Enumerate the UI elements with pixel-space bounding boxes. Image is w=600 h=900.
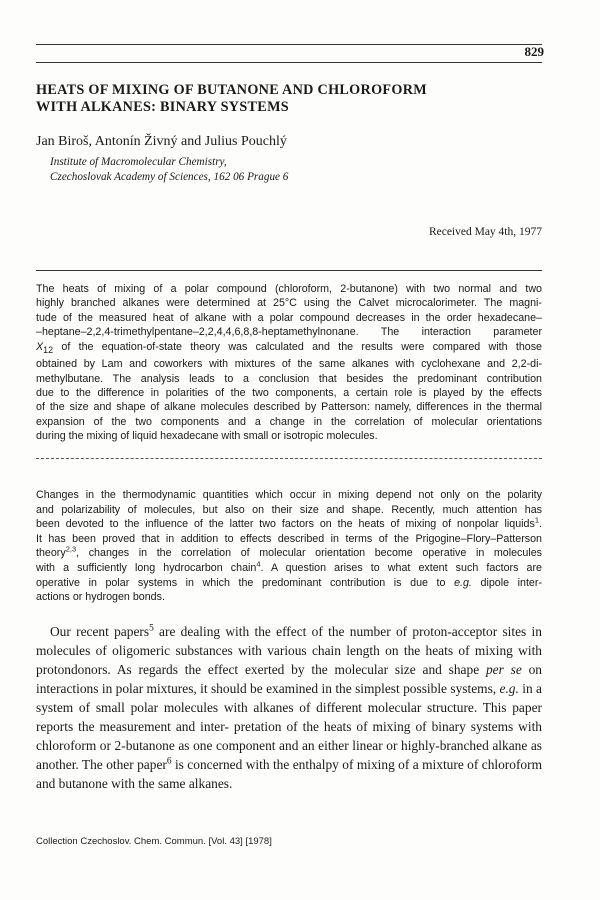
body-text: simplest possible systems, bbox=[355, 681, 500, 696]
body-text: as one component and an either linear or highly-branched alkane as another. The bbox=[36, 738, 542, 772]
abstract-line: of the size and shape of alkane molecules described by Patterson: namely, differences in the thermal bbox=[36, 401, 542, 414]
body-emphasis: e.g. bbox=[499, 681, 519, 696]
abstract-line: –heptane–2,2,4-trimethylpentane–2,2,4,4,6,8,8-heptamethylnonane. The interaction parameter bbox=[36, 326, 542, 339]
intro-text: , changes in the correlation of molecular orientation become operative in molecules bbox=[76, 547, 542, 560]
body-paragraph bbox=[36, 622, 542, 793]
article-title bbox=[36, 82, 536, 116]
intro-line bbox=[36, 546, 542, 561]
body-text: and shape bbox=[422, 662, 486, 677]
intro-line: It has been proved that in addition to effects described in terms of the Prigogine–Flory–Patterson bbox=[36, 532, 542, 545]
abstract-bottom-rule bbox=[36, 458, 542, 459]
received-date: Received May 4th, 1977 bbox=[428, 226, 542, 238]
body-text: of different molecular structure. This paper reports the measurement and inter- bbox=[36, 700, 542, 734]
body-emphasis: per se bbox=[485, 662, 522, 677]
body-text: Our recent papers bbox=[50, 624, 150, 639]
intro-text: theory bbox=[36, 547, 66, 560]
body-text: and butanone with the same alkanes. bbox=[36, 776, 233, 791]
abstract-line: expansion of the two components and a change in the correlation of molecular orientations bbox=[36, 415, 542, 428]
abstract-line: tude of the measured heat of alkane with a polar compound decreases in the order hexadecane– bbox=[36, 311, 542, 324]
affiliation-line: Institute of Macromolecular Chemistry, bbox=[50, 156, 227, 168]
header-rule bbox=[36, 44, 542, 45]
abstract bbox=[36, 282, 542, 444]
intro-text: operative in polar systems in which the predominant contribution is due to bbox=[36, 576, 455, 589]
header-rule-bottom bbox=[36, 62, 542, 63]
intro-line: actions or hydrogen bonds. bbox=[36, 591, 165, 604]
reference-mark: 2,3 bbox=[65, 544, 77, 554]
abstract-line: methylbutane. The analysis leads to a conclusion that besides the predominant contribution bbox=[36, 372, 542, 385]
reference-mark: 1 bbox=[534, 515, 540, 525]
intro-text: been devoted to the influence of the latter two factors on the heats of mixing of nonpolar liquids bbox=[36, 518, 535, 531]
journal-citation: Collection Czechoslov. Chem. Commun. [Vol. 43] [1978] bbox=[36, 836, 272, 847]
abstract-line: highly branched alkanes were determined at 25°C using the Calvet microcalorimeter. The magni- bbox=[36, 297, 542, 310]
abstract-line: The heats of mixing of a polar compound (chloroform, 2-butanone) with two normal and two bbox=[36, 283, 542, 295]
body-text: pretation of the heats of mixing of binary systems with chloroform or 2-butanone bbox=[36, 719, 542, 753]
intro-text: . A question arises to what extent such factors are bbox=[260, 561, 542, 574]
intro-emphasis: e.g. bbox=[454, 576, 472, 589]
affiliation bbox=[50, 155, 530, 185]
intro-paragraph bbox=[36, 488, 542, 605]
title-line: HEATS OF MIXING OF BUTANONE AND CHLOROFORM bbox=[36, 82, 427, 98]
intro-line bbox=[36, 561, 542, 576]
page-number: 829 bbox=[524, 44, 544, 59]
abstract-line bbox=[36, 340, 542, 358]
abstract-line-text: of the equation-of-state theory was calculated and the results were compared with those bbox=[61, 340, 542, 353]
body-text: is concerned with the enthalpy of mixing of a mixture of chloroform bbox=[171, 757, 542, 772]
abstract-top-rule bbox=[36, 270, 542, 271]
intro-line bbox=[36, 576, 542, 591]
reference-mark: 6 bbox=[166, 756, 172, 767]
reference-mark: 5 bbox=[149, 623, 154, 634]
authors: Jan Biroš, Antonín Živný and Julius Pouchlý bbox=[36, 134, 287, 149]
body-text: of mixing with protondonors. As regards the effect exerted by the molecular size bbox=[36, 643, 542, 677]
affiliation-line: Czechoslovak Academy of Sciences, 162 06 Prague 6 bbox=[50, 171, 289, 183]
abstract-line: obtained by Lam and coworkers with mixtures of the same alkanes with cyclohexane and 2,2-di- bbox=[36, 358, 542, 371]
reference-mark: 4 bbox=[256, 559, 261, 569]
abstract-line: due to the difference in polarities of the two components, a certain role is played by the effects bbox=[36, 386, 542, 399]
abstract-line: during the mixing of liquid hexadecane with small or isotropic molecules. bbox=[36, 430, 378, 443]
body-text: on interactions in polar mixtures, it should be examined in the bbox=[36, 662, 542, 696]
param-subscript: 12 bbox=[43, 344, 54, 355]
intro-text: . bbox=[539, 518, 542, 531]
intro-text: with a sufficiently long hydrocarbon chain bbox=[36, 561, 257, 574]
intro-text: dipole inter- bbox=[471, 576, 542, 589]
intro-line: Changes in the thermodynamic quantities which occur in mixing depend not only on the polarity bbox=[36, 489, 542, 501]
intro-line: and polarizability of molecules, but also on their size and shape. Recently, much attention has bbox=[36, 503, 542, 516]
intro-line bbox=[36, 517, 542, 532]
title-line: WITH ALKANES: BINARY SYSTEMS bbox=[36, 99, 289, 115]
body-text: are dealing with the effect of the number of proton-acceptor bbox=[153, 624, 498, 639]
body-text: sites in molecules of oligomeric substances with various chain length on the heats bbox=[36, 624, 542, 658]
body-text: in a system of small polar molecules with alkanes bbox=[36, 681, 542, 715]
body-text: other paper bbox=[106, 757, 167, 772]
param-symbol: X bbox=[36, 340, 44, 353]
